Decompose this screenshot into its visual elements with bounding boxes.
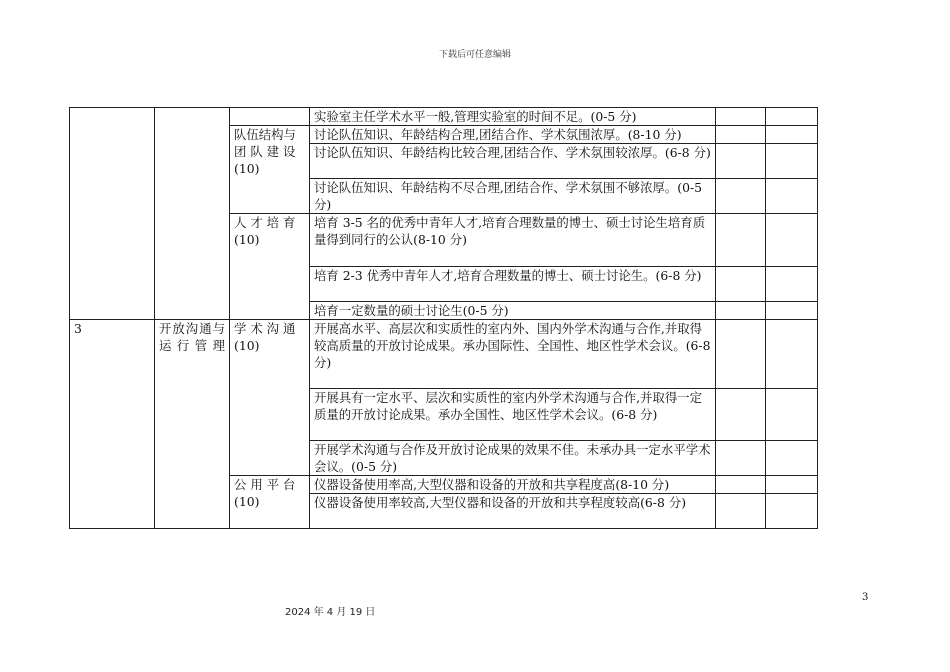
category-label: 公 用 平 台: [234, 477, 296, 492]
criterion-text: 讨论队伍知识、年龄结构不尽合理,团结合作、学术氛围不够浓厚。(0-5 分): [310, 179, 716, 214]
score-cell: [716, 108, 766, 126]
score-cell: [716, 476, 766, 494]
criterion-text: 培育 3-5 名的优秀中青年人才,培育合理数量的博士、硕士讨论生培育质量得到同行的公认(8-10 分): [310, 214, 716, 267]
remark-cell: [766, 214, 818, 267]
remark-cell: [766, 108, 818, 126]
page-number: 3: [862, 592, 869, 603]
score-cell: [716, 214, 766, 267]
category-cell: [230, 126, 310, 214]
remark-cell: [766, 179, 818, 214]
score-cell: [716, 179, 766, 214]
remark-cell: [766, 267, 818, 302]
score-cell: [716, 267, 766, 302]
criterion-text: 实验室主任学术水平一般,管理实验室的时间不足。(0-5 分): [310, 108, 716, 126]
remark-cell: [766, 494, 818, 529]
table-row: [70, 108, 818, 126]
remark-cell: [766, 144, 818, 179]
criterion-text: 培育 2-3 优秀中青年人才,培育合理数量的博士、硕士讨论生。(6-8 分): [310, 267, 716, 302]
remark-cell: [766, 302, 818, 320]
criterion-text: 讨论队伍知识、年龄结构合理,团结合作、学术氛围浓厚。(8-10 分): [310, 126, 716, 144]
header-note: 下载后可任意编辑: [438, 50, 511, 60]
footer-date: 2024 年 4 月 19 日: [285, 607, 376, 618]
score-cell: [716, 302, 766, 320]
section-title: 开放沟通与运行管理: [155, 320, 230, 529]
score-cell: [716, 494, 766, 529]
evaluation-table: [69, 107, 818, 529]
remark-cell: [766, 126, 818, 144]
score-cell: [716, 126, 766, 144]
score-cell: [716, 441, 766, 476]
section-cell-blank: [155, 108, 230, 320]
category-cell: [230, 214, 310, 320]
category-label: 学 术 沟 通: [234, 321, 296, 336]
number-cell-blank: [70, 108, 155, 320]
criterion-text: 开展具有一定水平、层次和实质性的室内外学术沟通与合作,并取得一定质量的开放讨论成果。承办全国性、地区性学术会议。(6-8 分): [310, 389, 716, 441]
category-score: (10): [234, 494, 260, 509]
remark-cell: [766, 389, 818, 441]
criterion-text: 讨论队伍知识、年龄结构比较合理,团结合作、学术氛围较浓厚。(6-8 分): [310, 144, 716, 179]
remark-cell: [766, 441, 818, 476]
category-cell: [230, 320, 310, 476]
number-cell: 3: [70, 320, 155, 529]
remark-cell: [766, 476, 818, 494]
score-cell: [716, 320, 766, 389]
criterion-text: 仪器设备使用率较高,大型仪器和设备的开放和共享程度较高(6-8 分): [310, 494, 716, 529]
category-score: (10): [234, 232, 260, 247]
category-label: 队伍结构与团 队 建 设: [234, 127, 296, 159]
criterion-text: 仪器设备使用率高,大型仪器和设备的开放和共享程度高(8-10 分): [310, 476, 716, 494]
category-label: 人 才 培 育: [234, 215, 296, 230]
category-cell-blank: [230, 108, 310, 126]
criterion-text: 开展学术沟通与合作及开放讨论成果的效果不佳。未承办具一定水平学术会议。(0-5 分): [310, 441, 716, 476]
category-cell: [230, 476, 310, 529]
category-score: (10): [234, 161, 260, 176]
score-cell: [716, 389, 766, 441]
table-row: [70, 320, 818, 389]
remark-cell: [766, 320, 818, 389]
criterion-text: 培育一定数量的硕士讨论生(0-5 分): [310, 302, 716, 320]
criterion-text: 开展高水平、高层次和实质性的室内外、国内外学术沟通与合作,并取得较高质量的开放讨论成果。承办国际性、全国性、地区性学术会议。(6-8 分): [310, 320, 716, 389]
score-cell: [716, 144, 766, 179]
category-score: (10): [234, 338, 260, 353]
